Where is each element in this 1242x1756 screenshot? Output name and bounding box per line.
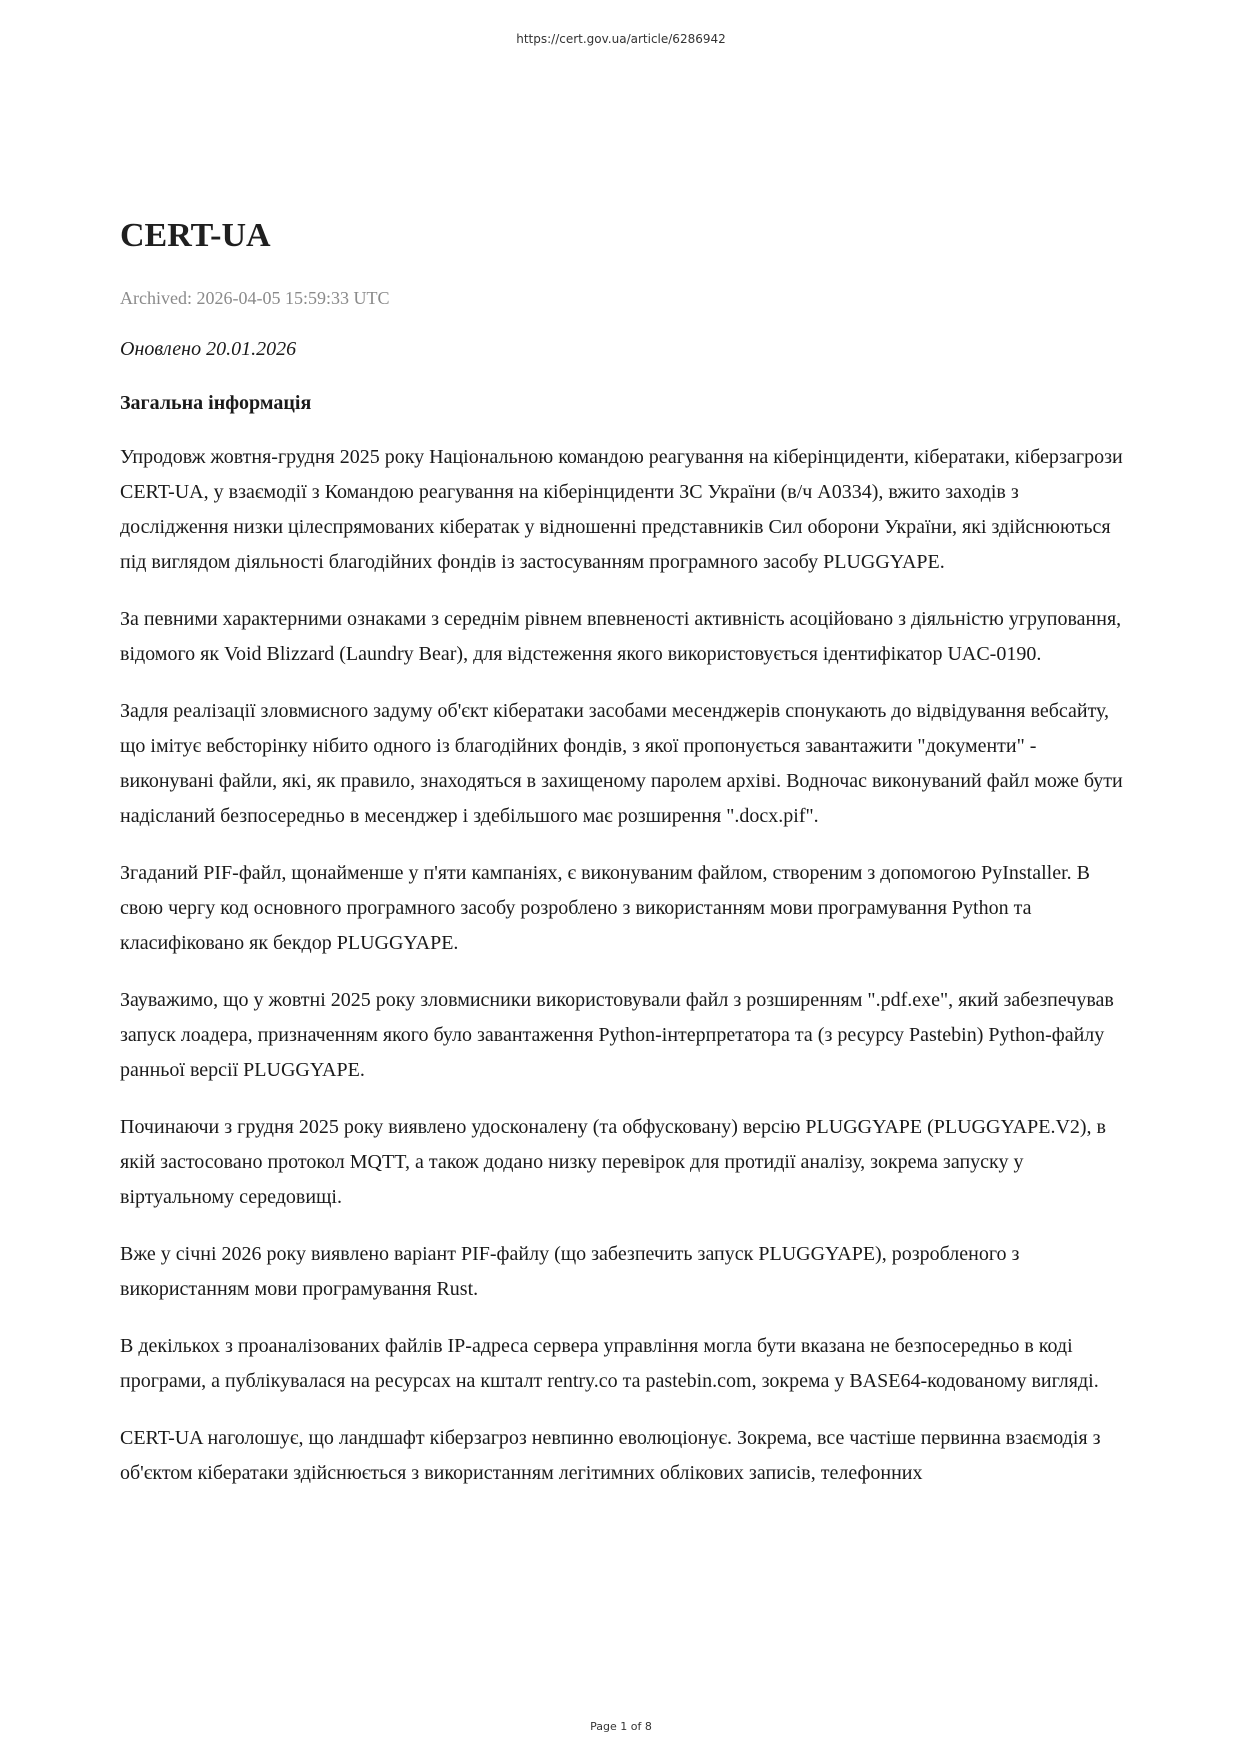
page-url: https://cert.gov.ua/article/6286942 [516, 32, 726, 46]
paragraph: За певними характерними ознаками з середнім рівнем впевненості активність асоційовано з діяльністю угруповання, відомого як Void Blizzard (Laundry Bear), для відстеження якого використовується ідентифікатор UAC-0190. [120, 608, 1122, 665]
paragraph: Починаючи з грудня 2025 року виявлено удосконалену (та обфусковану) версію PLUGGYAPE (PLUGGYAPE.V2), в якій застосовано протокол MQTT, а також додано низку перевірок для протидії аналізу, зокрема запуску у віртуальному середовищі. [120, 1116, 1106, 1208]
archived-timestamp: Archived: 2026-04-05 15:59:33 UTC [120, 288, 390, 308]
paragraph: В декількох з проаналізованих файлів IP-адреса сервера управління могла бути вказана не безпосередньо в коді програми, а публікувалася на ресурсах на кшталт rentry.co та pastebin.com, зокрема у BASE64-кодованому вигляді. [120, 1335, 1099, 1392]
article-content [120, 210, 1130, 1491]
paragraph: Задля реалізації зловмисного задуму об'єкт кібератаки засобами месенджерів спонукають до відвідування вебсайту, що імітує вебсторінку нібито одного із благодійних фондів, з якої пропонується завантажити "документи" - виконувані файли, які, як правило, знаходяться в захищеному паролем архіві. Водночас виконуваний файл може бути надісланий безпосередньо в месенджер і здебільшого має розширення ".docx.pif". [120, 700, 1123, 827]
page-number: Page 1 of 8 [590, 1720, 652, 1733]
paragraph: Упродовж жовтня-грудня 2025 року Національною командою реагування на кіберінциденти, кібератаки, кіберзагрози CERT-UA, у взаємодії з Командою реагування на кіберінциденти ЗС України (в/ч А0334), вжито заходів з дослідження низки цілеспрямованих кібератак у відношенні представників Сил оборони України, які здійснюються під виглядом діяльності благодійних фондів із застосуванням програмного засобу PLUGGYAPE. [120, 446, 1123, 573]
section-title: Загальна інформація [120, 392, 312, 414]
paragraph: Згаданий PIF-файл, щонайменше у п'яти кампаніях, є виконуваним файлом, створеним з допомогою PyInstaller. В свою чергу код основного програмного засобу розроблено з використанням мови програмування Python та класифіковано як бекдор PLUGGYAPE. [120, 862, 1090, 954]
paragraph: Вже у січні 2026 року виявлено варіант PIF-файлу (що забезпечить запуск PLUGGYAPE), розробленого з використанням мови програмування Rust. [120, 1243, 1020, 1300]
paragraph: Зауважимо, що у жовтні 2025 року зловмисники використовували файл з розширенням ".pdf.exe", який забезпечував запуск лоадера, призначенням якого було завантаження Python-інтерпретатора та (з ресурсу Pastebin) Python-файлу ранньої версії PLUGGYAPE. [120, 989, 1114, 1081]
paragraph: CERT-UA наголошує, що ландшафт кіберзагроз невпинно еволюціонує. Зокрема, все частіше первинна взаємодія з об'єктом кібератаки здійснюється з використанням легітимних облікових записів, телефонних [120, 1427, 1101, 1484]
site-title: CERT-UA [120, 217, 271, 254]
updated-date: Оновлено 20.01.2026 [120, 338, 297, 360]
